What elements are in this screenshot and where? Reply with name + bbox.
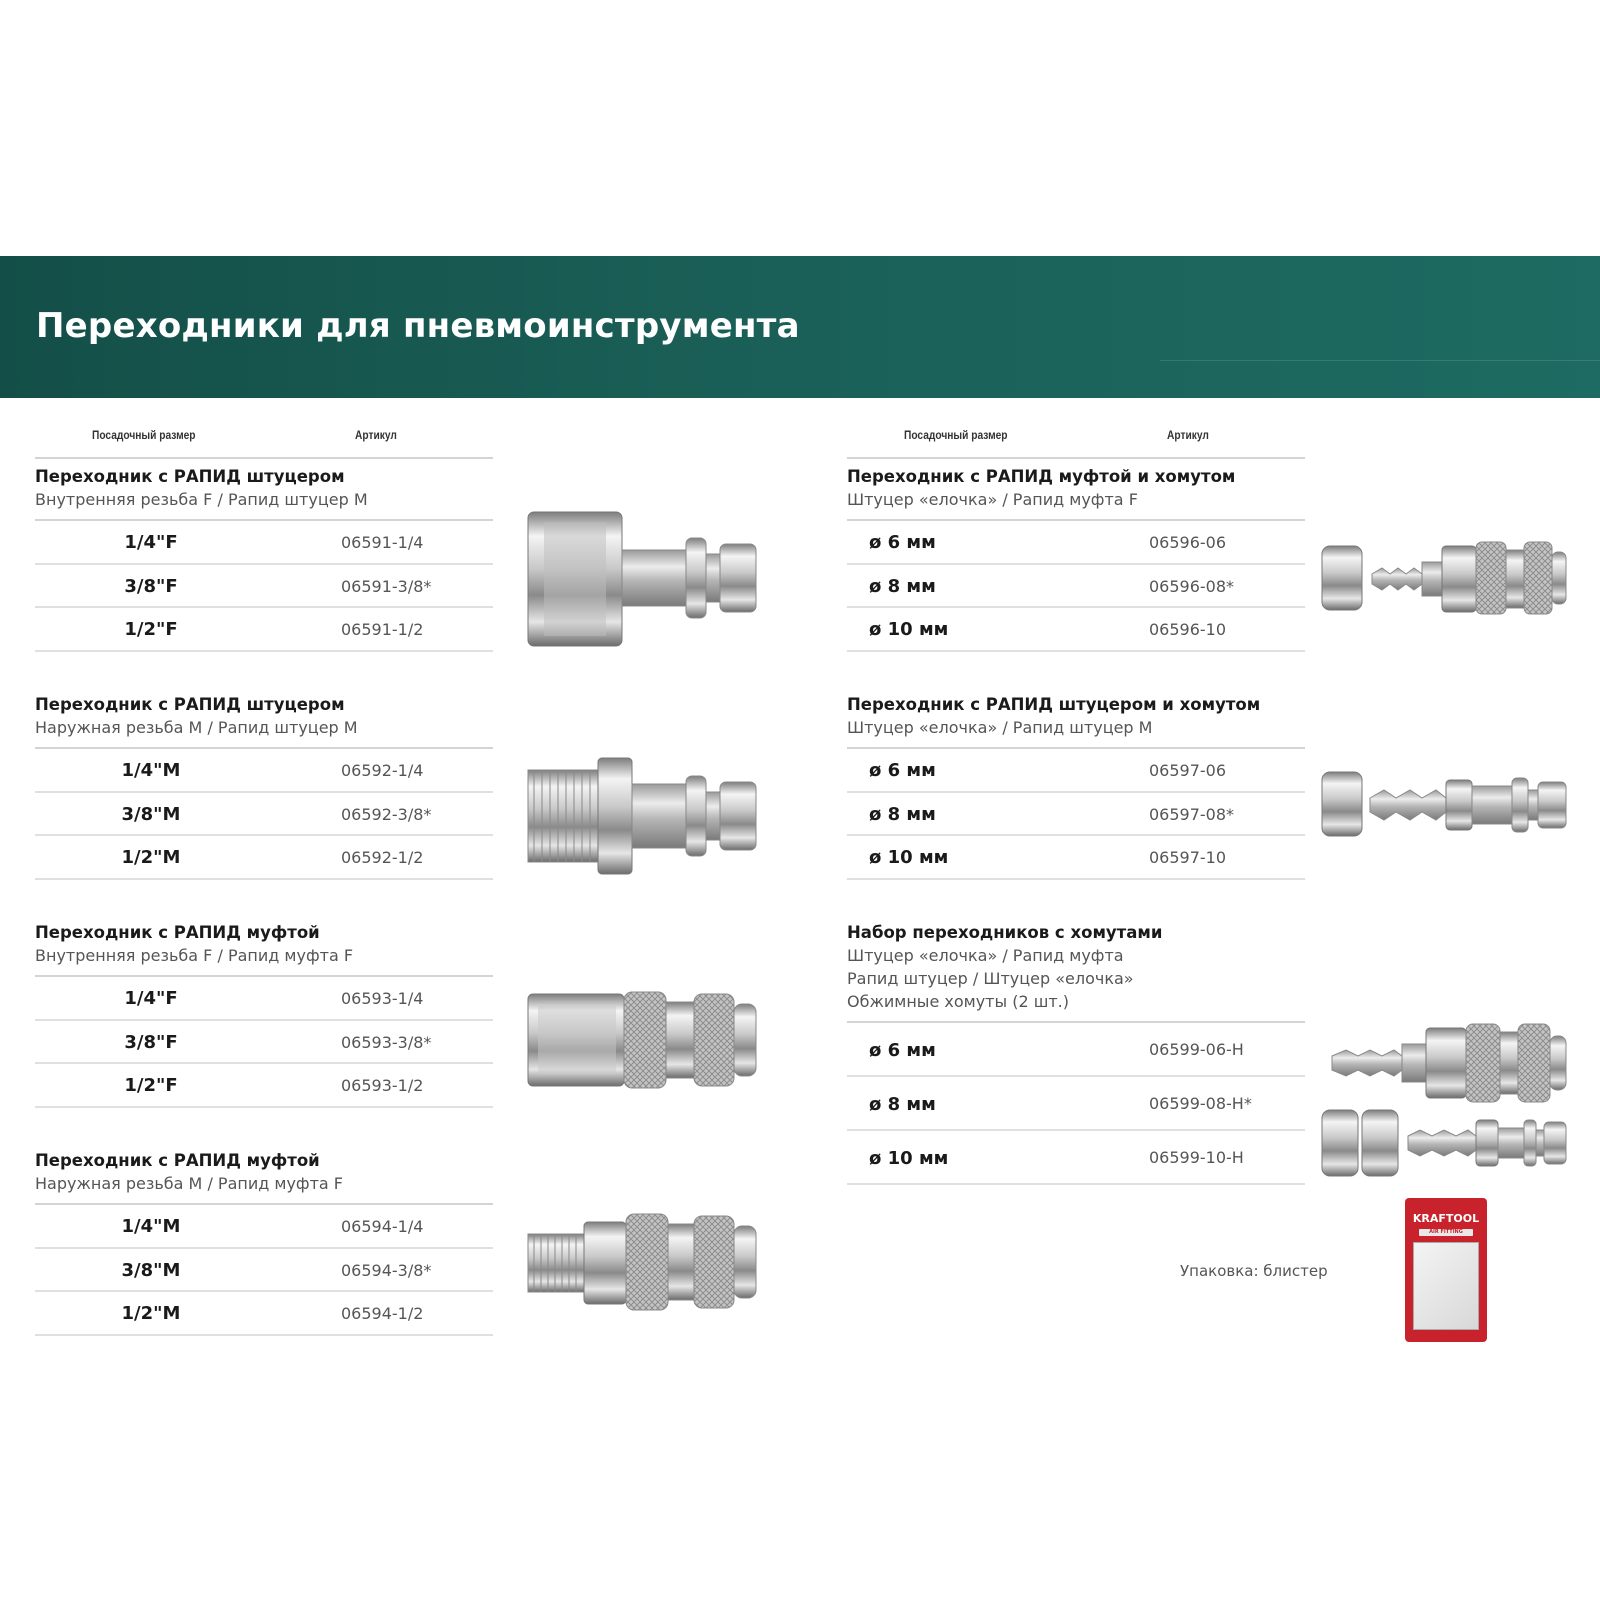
adapter-06593-image (526, 990, 758, 1090)
table-row (847, 1131, 1305, 1185)
group-subtitle: Наружная резьба M / Рапид штуцер M (35, 718, 358, 737)
size-cell: 1/4"F (124, 532, 178, 553)
size-cell: 1/2"M (121, 847, 181, 868)
article-cell: 06592-1/4 (341, 761, 424, 780)
group-title: Переходник с РАПИД штуцером (35, 467, 345, 486)
article-cell: 06591-1/4 (341, 533, 424, 552)
group-subtitle: Штуцер «елочка» / Рапид муфта F (847, 490, 1138, 509)
article-cell: 06594-3/8* (341, 1260, 432, 1280)
article-cell: 06596-08* (1149, 576, 1235, 596)
size-cell: ø 10 мм (869, 619, 949, 640)
left-size-header: Посадочный размер (92, 428, 196, 442)
adapter-06596-image (1320, 540, 1568, 616)
table-row (35, 1292, 493, 1336)
table-row (35, 749, 493, 793)
blister-window (1413, 1242, 1479, 1330)
article-cell: 06592-3/8* (341, 804, 432, 824)
group-title: Переходник с РАПИД штуцером и хомутом (847, 695, 1261, 714)
brand-logo: KRAFTOOL (1412, 1212, 1480, 1225)
product-group-06591 (35, 466, 493, 652)
table-row (847, 749, 1305, 793)
product-group-06599 (847, 922, 1305, 1185)
table-row (847, 1023, 1305, 1077)
adapter-06591-image (526, 508, 758, 650)
table-row (35, 1205, 493, 1249)
size-cell: ø 10 мм (869, 1148, 949, 1169)
article-cell: 06593-1/2 (341, 1076, 424, 1095)
page-title: Переходники для пневмоинструмента (36, 306, 800, 346)
adapter-06592-image (526, 756, 758, 876)
article-cell: 06592-1/2 (341, 848, 424, 867)
table-row (847, 793, 1305, 837)
size-cell: ø 8 мм (869, 803, 936, 825)
table-row (35, 1249, 493, 1293)
group-title: Переходник с РАПИД муфтой и хомутом (847, 467, 1236, 486)
set-coupler-image (1330, 1020, 1568, 1106)
size-cell: ø 8 мм (869, 1094, 936, 1115)
adapter-06594-image (526, 1212, 758, 1312)
table-row (35, 977, 493, 1021)
product-group-06596 (847, 466, 1305, 652)
group-subtitle: Внутренняя резьба F / Рапид штуцер M (35, 490, 368, 509)
size-cell: 3/8"M (121, 803, 181, 825)
product-group-06597 (847, 694, 1305, 880)
size-cell: 1/4"F (124, 988, 178, 1009)
size-cell: ø 6 мм (869, 1040, 936, 1061)
table-row (847, 521, 1305, 565)
group-title: Набор переходников с хомутами (847, 923, 1163, 942)
adapter-06597-image (1320, 766, 1568, 842)
size-cell: 1/2"M (121, 1303, 181, 1324)
right-size-header: Посадочный размер (904, 428, 1008, 442)
table-row (847, 1077, 1305, 1131)
group-subtitle: Рапид штуцер / Штуцер «елочка» (847, 969, 1134, 988)
group-subtitle: Внутренняя резьба F / Рапид муфта F (35, 946, 354, 965)
article-cell: 06591-1/2 (341, 620, 424, 639)
group-title: Переходник с РАПИД муфтой (35, 1151, 320, 1170)
right-header-rule (847, 457, 1305, 459)
table-row (35, 565, 493, 609)
article-cell: 06599-06-H (1149, 1040, 1244, 1059)
packaging-label: Упаковка: блистер (1180, 1262, 1328, 1280)
table-row (35, 1064, 493, 1108)
size-cell: 1/2"F (124, 619, 178, 640)
group-title: Переходник с РАПИД штуцером (35, 695, 345, 714)
size-cell: 3/8"F (124, 1031, 178, 1053)
table-row (35, 836, 493, 880)
article-cell: 06599-08-H* (1149, 1094, 1252, 1113)
size-cell: ø 8 мм (869, 575, 936, 597)
article-cell: 06597-10 (1149, 848, 1227, 867)
product-group-06593 (35, 922, 493, 1108)
size-cell: 1/4"M (121, 760, 181, 781)
size-cell: 1/4"M (121, 1216, 181, 1237)
table-row (847, 565, 1305, 609)
group-title: Переходник с РАПИД муфтой (35, 923, 320, 942)
group-subtitle: Штуцер «елочка» / Рапид штуцер M (847, 718, 1153, 737)
table-row (35, 793, 493, 837)
table-row (847, 608, 1305, 652)
size-cell: ø 6 мм (869, 760, 936, 781)
size-cell: ø 10 мм (869, 847, 949, 868)
table-row (35, 521, 493, 565)
table-row (35, 608, 493, 652)
article-cell: 06596-10 (1149, 620, 1227, 639)
article-cell: 06593-1/4 (341, 989, 424, 1008)
article-cell: 06594-1/2 (341, 1304, 424, 1323)
article-cell: 06596-06 (1149, 533, 1227, 552)
article-cell: 06599-10-H (1149, 1148, 1244, 1167)
set-plug-and-clamps-image (1320, 1106, 1568, 1180)
group-subtitle: Штуцер «елочка» / Рапид муфта (847, 946, 1124, 965)
size-cell: 3/8"F (124, 575, 178, 597)
size-cell: ø 6 мм (869, 532, 936, 553)
size-cell: 1/2"F (124, 1075, 178, 1096)
right-article-header: Артикул (1167, 428, 1209, 442)
left-article-header: Артикул (355, 428, 397, 442)
table-row (35, 1021, 493, 1065)
left-header-rule (35, 457, 493, 459)
group-subtitle: Наружная резьба M / Рапид муфта F (35, 1174, 344, 1193)
article-cell: 06597-08* (1149, 804, 1235, 824)
article-cell: 06597-06 (1149, 761, 1227, 780)
article-cell: 06591-3/8* (341, 576, 432, 596)
product-line-label: AIR FITTING (1419, 1229, 1473, 1236)
blister-package-image (1405, 1198, 1487, 1342)
banner-decor-line (1160, 360, 1600, 361)
product-group-06592 (35, 694, 493, 880)
group-subtitle: Обжимные хомуты (2 шт.) (847, 992, 1069, 1011)
article-cell: 06593-3/8* (341, 1032, 432, 1052)
size-cell: 3/8"M (121, 1259, 181, 1281)
product-group-06594 (35, 1150, 493, 1336)
table-row (847, 836, 1305, 880)
article-cell: 06594-1/4 (341, 1217, 424, 1236)
